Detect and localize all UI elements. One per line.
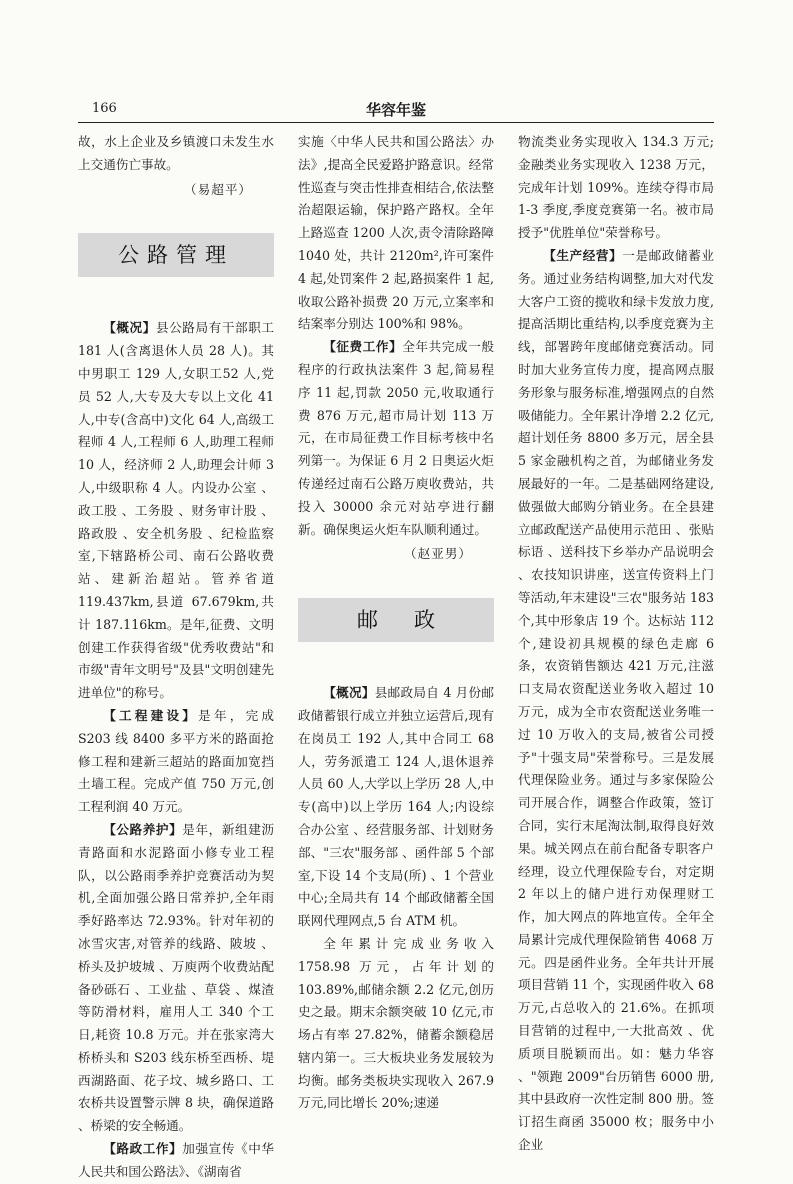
paragraph xyxy=(298,336,494,541)
paragraph xyxy=(518,245,714,1157)
section-title-highway xyxy=(78,233,274,277)
paragraph-text: 一是邮政储蓄业务。通过业务结构调整,加大对代发大客户工资的揽收和绿卡发放力度,提高活期比重结构,以季度竞赛为主线，部署跨年度邮储竞赛活动。同时加大业务宣传力度，提高网点服务形象与服务标准,增强网点的自然吸储能力。全年累计净增 2.2 亿元,超计划任务 8800 多万元，居全县 5 家金融机构之首，为邮储业务发展最好的一年。二是基础网络建设,做强做大邮购分销业务。在全县建立邮政配送产品使用示范田 、张贴标语 、送科技下乡举办产品说明会 、农技知识讲座，送宣传资料上门等活动,年末建设"三农"服务站 183 个,其中形象店 19 个。达标站 112 个,建设初具规模的绿色走廊 6 条，农资销售额达 421 万元,注滋口支局农资配送业务收入超过 10 万元，成为全市农资配送业务唯一过 10 万收入的支局,被省公司授予"十强支局"荣誉称号。三是发展代理保险业务。通过与多家保险公司开展合作，调整合作政策，签订合同，实行末尾淘汰制,取得良好效果。城关网点在前台配备专职客户经理，设立代理保险专台，对定期 2 年以上的储户进行劝保理财工作，加大网点的阵地宣传。全年全局累计完成代理保险销售 4068 万元。四是函件业务。全年共计开展项目营销 11 个，实现函件收入 68 万元,占总收入的 21.6%。在抓项目营销的过程中,一大批高效 、优质项目脱颖而出。如：魅力华容 、"领跑 2009"台历销售 6000 册,其中县政府一次性定制 800 册。签订招生商函 35000 枚；服务中小企业 xyxy=(518,247,715,1153)
running-title: 华容年鉴 xyxy=(365,101,426,119)
page-number: 166 xyxy=(92,101,117,116)
paragraph-text: 县公路局有干部职工 181 人(含离退休人员 28 人)。其中男职工 129 人,女职工52 人,党员 52 人,大专及大专以上文化 41 人,中专(含高中)文化 64 人,高级工程师 4 人,工程师 6 人,助理工程师 10 人，经济师 2 人,助理会计师 3 人,中级职称 4 人。内设办公室 、政工股 、工务股 、财务审计股 、路政股 、安全机务股 、纪检监察室,下辖路桥公司、南石公路收费站、建新治超站。管养省道 119.437km,县道 67.679km,共计 187.116km。是年,征费、文明创建工作获得省级"优秀收费站"和市级"青年文明号"及县"文明创建先进单位"的称号。 xyxy=(78,320,275,701)
paragraph: 实施〈中华人民共和国公路法〉办法》,提高全民爱路护路意识。经常性巡查与突击性排查相结合,依法整治超限运输，保护路产路权。全年上路巡查 1200 人次,责令清除路障 1040 处，共计 2120m²,许可案件 4 起,处罚案件 2 起,路损案件 1 起,收取公路补损费 20 万元,立案率和结案率分别达 100%和 98%。 xyxy=(298,134,494,332)
page-header xyxy=(78,98,714,124)
paragraph-text: 是年，新组建沥青路面和水泥路面小修专业工程队，以公路雨季养护竞赛活动为契机,全面加强公路日常养护,全年雨季好路率达 72.93%。针对年初的冰雪灾害,对管养的线路、陂坡 、桥头及护坡城 、万庾两个收费站配备砂砾石 、工业盐 、草袋 、煤渣等防滑材料，雇用人工 340 个工日,耗资 10.8 万元。并在张家湾大桥桥头和 S203 线东桥至西桥、堤西湖路面、花子坟、城乡路口、工农桥共设置警示牌 8 块，确保道路 、桥梁的安全畅通。 xyxy=(78,821,275,1134)
paragraph-text: 是年，完成 S203 线 8400 多平方米的路面抢修工程和建新三超站的路面加宽挡土墙工程。完成产值 750 万元,创工程利润 40 万元。 xyxy=(78,707,275,815)
paragraph xyxy=(78,317,274,705)
paragraph xyxy=(298,682,494,933)
section-title-text: 邮政 xyxy=(357,607,471,632)
paragraph: 物流类业务实现收入 134.3 万元;金融类业务实现收入 1238 万元，完成年计划 109%。连续夺得市局 1-3 季度,季度竞赛第一名。被市局授予"优胜单位"荣誉称号。 xyxy=(518,134,714,241)
paragraph: 全年累计完成业务收入 1758.98 万元，占年计划的 103.89%,邮储余额 2.2 亿元,创历史之最。期末余额突破 10 亿元,市场占有率 27.82%，储蓄余额稳居辖内第一。三大板块业务发展较为均衡。邮务类板块实现收入 267.9 万元,同比增长 20%;速递 xyxy=(298,935,494,1111)
paragraph-heading: 【概况】 xyxy=(103,320,156,336)
paragraph-heading: 【工程建设】 xyxy=(103,707,199,723)
paragraph xyxy=(78,1138,274,1184)
column-2 xyxy=(298,131,494,1115)
byline: （易超平） xyxy=(184,181,252,197)
byline: （赵亚男） xyxy=(404,546,472,562)
paragraph-text: 加强宣传《中华人民共和国公路法》、《湖南省 xyxy=(78,1141,275,1179)
paragraph xyxy=(78,819,274,1138)
column-1 xyxy=(78,131,274,1184)
paragraph-heading: 【概况】 xyxy=(323,685,375,701)
paragraph-heading: 【公路养护】 xyxy=(103,821,183,837)
paragraph: 故，水上企业及乡镇渡口未发生水上交通伤亡事故。 xyxy=(78,134,274,172)
header-rule xyxy=(78,122,714,123)
paragraph-text: 全年共完成一般程序的行政执法案件 3 起,简易程序 11 起,罚款 2050 元,收取通行费 876 万元,超市局计划 113 万元，在市局征费工作目标考核中名列第一。为保证 6 月 2 日奥运火炬传递经过南石公路万庾收费站，共投入 30000 余元对站亭进行翻新。确保奥运火炬车队顺利通过。 xyxy=(298,339,495,537)
paragraph-heading: 【征费工作】 xyxy=(323,339,403,355)
column-3 xyxy=(518,131,714,1157)
section-title-postal xyxy=(298,598,494,642)
paragraph-heading: 【生产经营】 xyxy=(543,247,623,263)
paragraph-text: 县邮政局自 4 月份邮政储蓄银行成立并独立运营后,现有在岗员工 192 人,其中合同工 68 人，劳务派遣工 124 人,退休退养人员 60 人,大学以上学历 28 人,中专(高中)以上学历 164 人;内设综合办公室 、经营服务部、计划财务部、"三农"服务部 、函件部 5 个部室,下设 14 个支局(所) 、1 个营业中心;全局共有 14 个邮政储蓄全国联网代理网点,5 台 ATM 机。 xyxy=(298,685,494,929)
paragraph xyxy=(78,705,274,819)
section-title-text: 公路管理 xyxy=(118,242,234,267)
paragraph-heading: 【路政工作】 xyxy=(103,1141,183,1157)
